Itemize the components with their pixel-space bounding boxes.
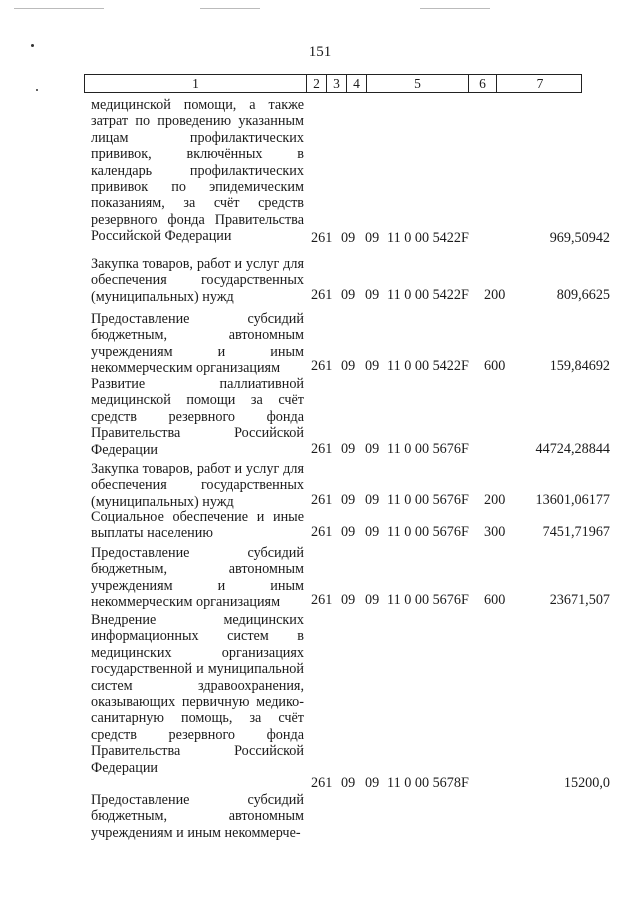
row-section-code: 09: [341, 524, 356, 540]
row-description: медицинской помощи, а также затрат по проведению указанным лицам профилактических прививок, включённых в календарь профилактических прививок по эпидемическим показаниям, за счёт средств резервного фонда Правительства Российской Федерации: [91, 97, 304, 245]
row-section-code: 09: [341, 592, 356, 608]
row-expense-type: 200: [484, 287, 506, 303]
row-target-article: 11 0 00 5422F: [387, 287, 469, 303]
row-target-article: 11 0 00 5422F: [387, 358, 469, 374]
row-target-article: 11 0 00 5676F: [387, 524, 469, 540]
row-ministry-code: 261: [311, 441, 333, 457]
row-expense-type: 200: [484, 492, 506, 508]
row-expense-type: 600: [484, 592, 506, 608]
header-col-3: 3: [326, 75, 346, 92]
row-description: Предоставление субсидий бюджетным, автономным учреждениям и иным некоммерческим организациям: [91, 311, 304, 377]
row-subsection-code: 09: [365, 230, 380, 246]
header-col-6: 6: [468, 75, 496, 92]
row-description: Развитие паллиативной медицинской помощи за счёт средств резервного фонда Правительства Российской Федерации: [91, 376, 304, 458]
row-description: Закупка товаров, работ и услуг для обеспечения государственных (муниципальных) нужд: [91, 256, 304, 305]
row-target-article: 11 0 00 5678F: [387, 775, 469, 791]
row-ministry-code: 261: [311, 358, 333, 374]
row-amount: 969,50942: [549, 230, 610, 246]
row-amount: 15200,0: [563, 775, 610, 791]
row-target-article: 11 0 00 5676F: [387, 492, 469, 508]
page-number: 151: [308, 44, 332, 60]
row-target-article: 11 0 00 5676F: [387, 441, 469, 457]
header-col-2: 2: [306, 75, 326, 92]
row-section-code: 09: [341, 358, 356, 374]
row-amount: 7451,71967: [542, 524, 610, 540]
row-expense-type: 600: [484, 358, 506, 374]
row-section-code: 09: [341, 775, 356, 791]
scan-edge-line: [14, 8, 104, 9]
row-description: Закупка товаров, работ и услуг для обеспечения государственных (муниципальных) нужд: [91, 461, 304, 510]
row-subsection-code: 09: [365, 287, 380, 303]
row-subsection-code: 09: [365, 358, 380, 374]
row-subsection-code: 09: [365, 492, 380, 508]
row-subsection-code: 09: [365, 441, 380, 457]
scan-edge-line: [420, 8, 490, 9]
row-ministry-code: 261: [311, 492, 333, 508]
row-description: Социальное обеспечение и иные выплаты населению: [91, 509, 304, 542]
row-section-code: 09: [341, 441, 356, 457]
row-section-code: 09: [341, 287, 356, 303]
row-expense-type: 300: [484, 524, 506, 540]
header-col-7: 7: [496, 75, 583, 92]
row-ministry-code: 261: [311, 775, 333, 791]
row-amount: 23671,507: [549, 592, 610, 608]
row-ministry-code: 261: [311, 592, 333, 608]
scan-speck: [31, 44, 34, 47]
row-section-code: 09: [341, 230, 356, 246]
row-amount: 44724,28844: [535, 441, 610, 457]
row-amount: 159,84692: [549, 358, 610, 374]
header-col-5: 5: [366, 75, 468, 92]
row-ministry-code: 261: [311, 524, 333, 540]
row-target-article: 11 0 00 5676F: [387, 592, 469, 608]
row-amount: 809,6625: [556, 287, 610, 303]
row-ministry-code: 261: [311, 230, 333, 246]
scan-edge-line: [200, 8, 260, 9]
row-ministry-code: 261: [311, 287, 333, 303]
header-col-1: 1: [192, 76, 199, 91]
row-target-article: 11 0 00 5422F: [387, 230, 469, 246]
row-amount: 13601,06177: [535, 492, 610, 508]
row-description: Внедрение медицинских информационных систем в медицинских организациях государственной и муниципальной систем здравоохранения, оказывающих первичную медико-санитарную помощь, за счёт средств резервного фонда Правительства Российской Федерации: [91, 612, 304, 776]
row-subsection-code: 09: [365, 592, 380, 608]
row-subsection-code: 09: [365, 524, 380, 540]
row-description: Предоставление субсидий бюджетным, автономным учреждениям и иным некоммерческим организациям: [91, 545, 304, 611]
row-subsection-code: 09: [365, 775, 380, 791]
header-col-4: 4: [346, 75, 366, 92]
row-description: Предоставление субсидий бюджетным, автономным учреждениям и иным некоммерче-: [91, 792, 304, 841]
row-section-code: 09: [341, 492, 356, 508]
scan-speck: [36, 89, 38, 91]
